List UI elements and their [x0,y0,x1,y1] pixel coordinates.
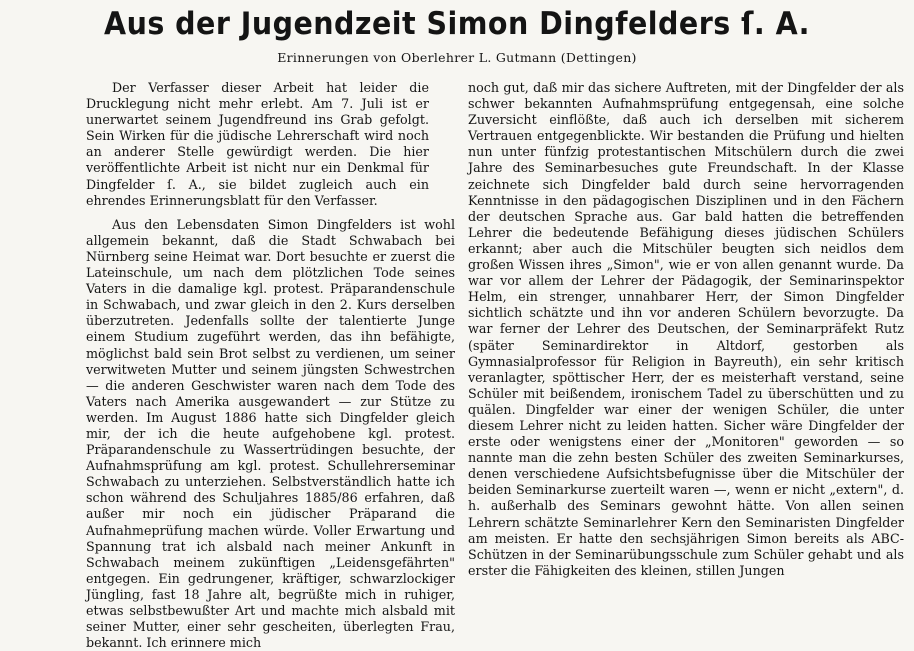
text-column-left [86,80,455,651]
article-title: Aus der Jugendzeit Simon Dingfelders ſ. A. [104,6,810,42]
editorial-note: Der Verfasser dieser Arbeit hat leider die Drucklegung nicht mehr erlebt. Am 7. Juli ist er unerwartet seinem Jugendfreund ins Grab gefolgt. Sein Wirken für die jüdische Lehrerschaft wird noch an anderer Stelle gewürdigt werden. Die hier veröffentlichte Arbeit ist nicht nur ein Denkmal für Dingfelder ſ. A., sie bildet zugleich auch ein ehrendes Erinnerungsblatt für den Verfasser. [86,80,429,208]
article-subtitle: Erinnerungen von Oberlehrer L. Gutmann (Dettingen) [277,50,637,65]
body-paragraph-left: Aus den Lebensdaten Simon Dingfelders ist wohl allgemein bekannt, daß die Stadt Schwabach bei Nürnberg seine Heimat war. Dort besuchte er zuerst die Lateinschule, um nach dem plötzlichen Tode seines Vaters in die damalige kgl. protest. Präparandenschule in Schwabach, und zwar gleich in den 2. Kurs derselben überzutreten. Jedenfalls sollte der talentierte Junge einem Studium zugeführt werden, das ihn befähigte, möglichst bald sein Brot selbst zu verdienen, um seiner verwitweten Mutter und seinem jüngsten Schwestrchen — die anderen Geschwister waren nach dem Tode des Vaters nach Amerika ausgewandert — zur Stütze zu werden. Im August 1886 hatte sich Dingfelder gleich mir, der ich die heute aufgehobene kgl. protest. Präparandenschule zu Wassertrüdingen besuchte, der Aufnahmsprüfung am kgl. protest. Schullehrerseminar Schwabach zu unterziehen. Selbstverständlich hatte ich schon während des Schuljahres 1885/86 erfahren, daß außer mir noch ein jüdischer Präparand die Aufnahmeprüfung machen würde. Voller Erwartung und Spannung trat ich alsbald nach meiner Ankunft in Schwabach meinem zukünftigen „Leidensgefährten" entgegen. Ein gedrungener, kräftiger, schwarzlockiger Jüngling, fast 18 Jahre alt, begrüßte mich in ruhiger, etwas selbstbewußter Art und machte mich alsbald mit seiner Mutter, einer sehr gescheiten, überlegten Frau, bekannt. Ich erinnere mich [86,216,455,651]
text-column-right [468,80,904,578]
body-paragraph-right: noch gut, daß mir das sichere Auftreten, mit der Dingfelder der als schwer bekannten Aufnahmsprüfung entgegensah, eine solche Zuversicht einflößte, daß auch ich derselben mit sicherem Vertrauen entgegenblickte. Wir bestanden die Prüfung und hielten nun unter fünfzig protestantischen Mitschülern durch die zwei Jahre des Seminarbesuches gute Freundschaft. In der Klasse zeichnete sich Dingfelder bald durch seine hervorragenden Kenntnisse in den pädagogischen Disziplinen und in den Fächern der deutschen Sprache aus. Gar bald hatten die betreffenden Lehrer die bedeutende Befähigung dieses jüdischen Schülers erkannt; aber auch die Mitschüler beugten sich neidlos dem großen Wissen ihres „Simon", wie er von allen genannt wurde. Da war vor allem der Lehrer der Pädagogik, der Seminarinspektor Helm, ein strenger, unnahbarer Herr, der Simon Dingfelder sichtlich schätzte und ihn vor anderen Schülern bevorzugte. Da war ferner der Lehrer des Deutschen, der Seminarpräfekt Rutz (später Seminardirektor in Altdorf, gestorben als Gymnasialprofessor für Religion in Bayreuth), ein sehr kritisch veranlagter, spöttischer Herr, der es meisterhaft verstand, seine Schüler mit beißendem, ironischem Tadel zu überschütten und zu quälen. Dingfelder war einer der wenigen Schüler, die unter diesem Lehrer nicht zu leiden hatten. Sicher wäre Dingfelder der erste oder wenigstens einer der „Monitoren" geworden — so nannte man die zehn besten Schüler des zweiten Seminarkurses, denen verschiedene Aufsichtsbefugnisse über die Mitschüler der beiden Seminarkurse zuerteilt waren —, wenn er nicht „extern", d. h. außerhalb des Seminars gewohnt hätte. Von allen seinen Lehrern schätzte Seminarlehrer Kern den Seminaristen Dingfelder am meisten. Er hatte den sechsjährigen Simon bereits als ABC-Schützen in der Seminarübungsschule zum Schüler gehabt und als erster die Fähigkeiten des kleinen, stillen Jungen [468,80,904,578]
